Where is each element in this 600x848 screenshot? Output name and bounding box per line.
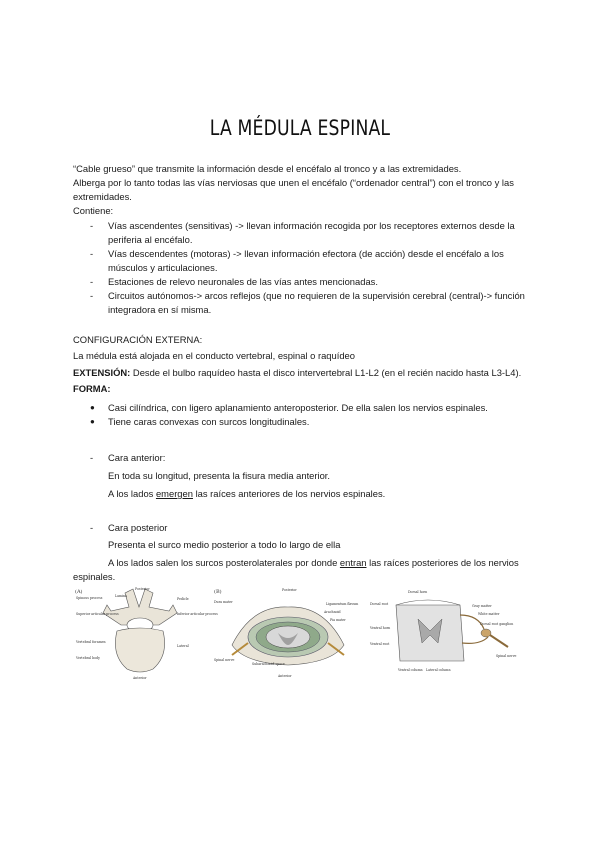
dash-marker: - — [90, 248, 94, 259]
spinal-cord-segment-figure — [368, 585, 528, 680]
cara-anterior-line-2 — [108, 487, 385, 501]
page-title: LA MÉDULA ESPINAL — [209, 116, 391, 140]
fig-label: Dura mater — [214, 600, 233, 604]
vertebral-body — [115, 628, 164, 672]
fig-label: Lateral column — [426, 668, 451, 672]
fig-label: Pedicle — [177, 597, 189, 601]
dash-marker: - — [90, 290, 94, 301]
cara-posterior-line-2 — [108, 556, 519, 570]
dash-marker: - — [90, 220, 94, 231]
fig-label: Inferior articular process — [177, 612, 218, 616]
list-item-text: Circuitos autónomos-> arcos reflejos (que no requieren de la supervisión cerebral (central)-> función integradora en sí misma. — [108, 290, 525, 315]
cara-posterior-line-3: espinales. — [73, 571, 116, 582]
fig-label: Pia mater — [330, 618, 346, 622]
cara-anterior-line-1: En toda su longitud, presenta la fisura media anterior. — [108, 470, 331, 481]
fig-label: Spinal nerve — [496, 654, 517, 658]
fig-label: Vertebral foramen — [76, 640, 106, 644]
config-heading: CONFIGURACIÓN EXTERNA: — [73, 334, 203, 345]
config-line-1: La médula está alojada en el conducto vertebral, espinal o raquídeo — [73, 350, 355, 361]
list-item-text: Vías descendentes (motoras) -> llevan información efectora (de acción) desde el encéfalo a los músculos y articulaciones. — [108, 248, 504, 273]
bullet-marker: ● — [90, 417, 95, 426]
cara-anterior-label: Cara anterior: — [108, 452, 166, 463]
extension-text: Desde el bulbo raquídeo hasta el disco intervertebral L1-L2 (en el recién nacido hasta L3-L4). — [130, 367, 522, 378]
fig-label: White matter — [478, 612, 500, 616]
fig-label: Gray matter — [472, 604, 492, 608]
fig-label: Anterior — [278, 674, 292, 678]
list-item-text: Vías ascendentes (sensitivas) -> llevan información recogida por los receptores externos desde la periferia al encéfalo. — [108, 220, 515, 245]
fig-label: Superior articular process — [76, 612, 119, 616]
dash-marker: - — [90, 276, 94, 287]
spinal-nerve — [490, 635, 508, 647]
fig-label: Lateral — [177, 644, 189, 648]
list-item-text: Tiene caras convexas con surcos longitudinales. — [108, 416, 310, 427]
intro-line-2: Alberga por lo tanto todas las vías nerviosas que unen el encéfalo (“ordenador central”) con el tronco y las extremidades. — [73, 177, 514, 202]
fig-label: Arachnoid — [324, 610, 341, 614]
intro-line-1: “Cable grueso” que transmite la información desde el encéfalo al tronco y a las extremidades. — [73, 163, 462, 174]
fig-label: Spinous process — [76, 596, 103, 600]
fig-label: Dorsal horn — [408, 590, 428, 594]
forma-label: FORMA: — [73, 383, 111, 394]
cord-top-edge — [396, 600, 460, 605]
cara-posterior-label: Cara posterior — [108, 522, 168, 533]
dash-marker: - — [90, 452, 94, 463]
contiene-label: Contiene: — [73, 205, 114, 216]
underlined-word: emergen — [155, 488, 193, 499]
fig-label: Subarachnoid space — [252, 662, 285, 666]
text-run: las raíces posteriores de los nervios — [366, 557, 519, 568]
figure-panel-label: (B) — [214, 589, 222, 595]
fig-label: Ventral column — [398, 668, 423, 672]
fig-label: Anterior — [133, 676, 147, 680]
text-run: A los lados salen los surcos posterolaterales por donde — [108, 557, 340, 568]
fig-label: Dorsal root — [370, 602, 389, 606]
bullet-marker: ● — [90, 403, 95, 412]
fig-label: Dorsal root ganglion — [480, 622, 514, 626]
list-item-text: Casi cilíndrica, con ligero aplanamiento anteroposterior. De ella salen los nervios espinales. — [108, 402, 488, 413]
fig-label: Ventral horn — [370, 626, 391, 630]
dash-marker: - — [90, 522, 94, 533]
cara-posterior-line-1: Presenta el surco medio posterior a todo lo largo de ella — [108, 539, 341, 550]
underlined-word: entran — [339, 557, 367, 568]
list-item-text: Estaciones de relevo neuronales de las vías antes mencionadas. — [108, 276, 378, 287]
fig-label: Ligamentum flavum — [326, 602, 359, 606]
extension-line — [73, 366, 521, 380]
fig-label: Lamina — [115, 594, 128, 598]
fig-label: Posterior — [135, 587, 150, 591]
fig-label: Ventral root — [370, 642, 390, 646]
fig-label: Vertebral body — [76, 656, 100, 660]
extension-label: EXTENSIÓN: — [73, 367, 131, 378]
vertebra-figure — [73, 585, 218, 680]
text-run: A los lados — [108, 488, 156, 499]
figure-panel-label: (A) — [75, 589, 83, 595]
text-run: las raíces anteriores de los nervios espinales. — [192, 488, 386, 499]
meninges-figure — [212, 585, 364, 680]
ventral-root — [462, 637, 488, 643]
fig-label: Posterior — [282, 588, 297, 592]
fig-label: Spinal nerve — [214, 658, 235, 662]
